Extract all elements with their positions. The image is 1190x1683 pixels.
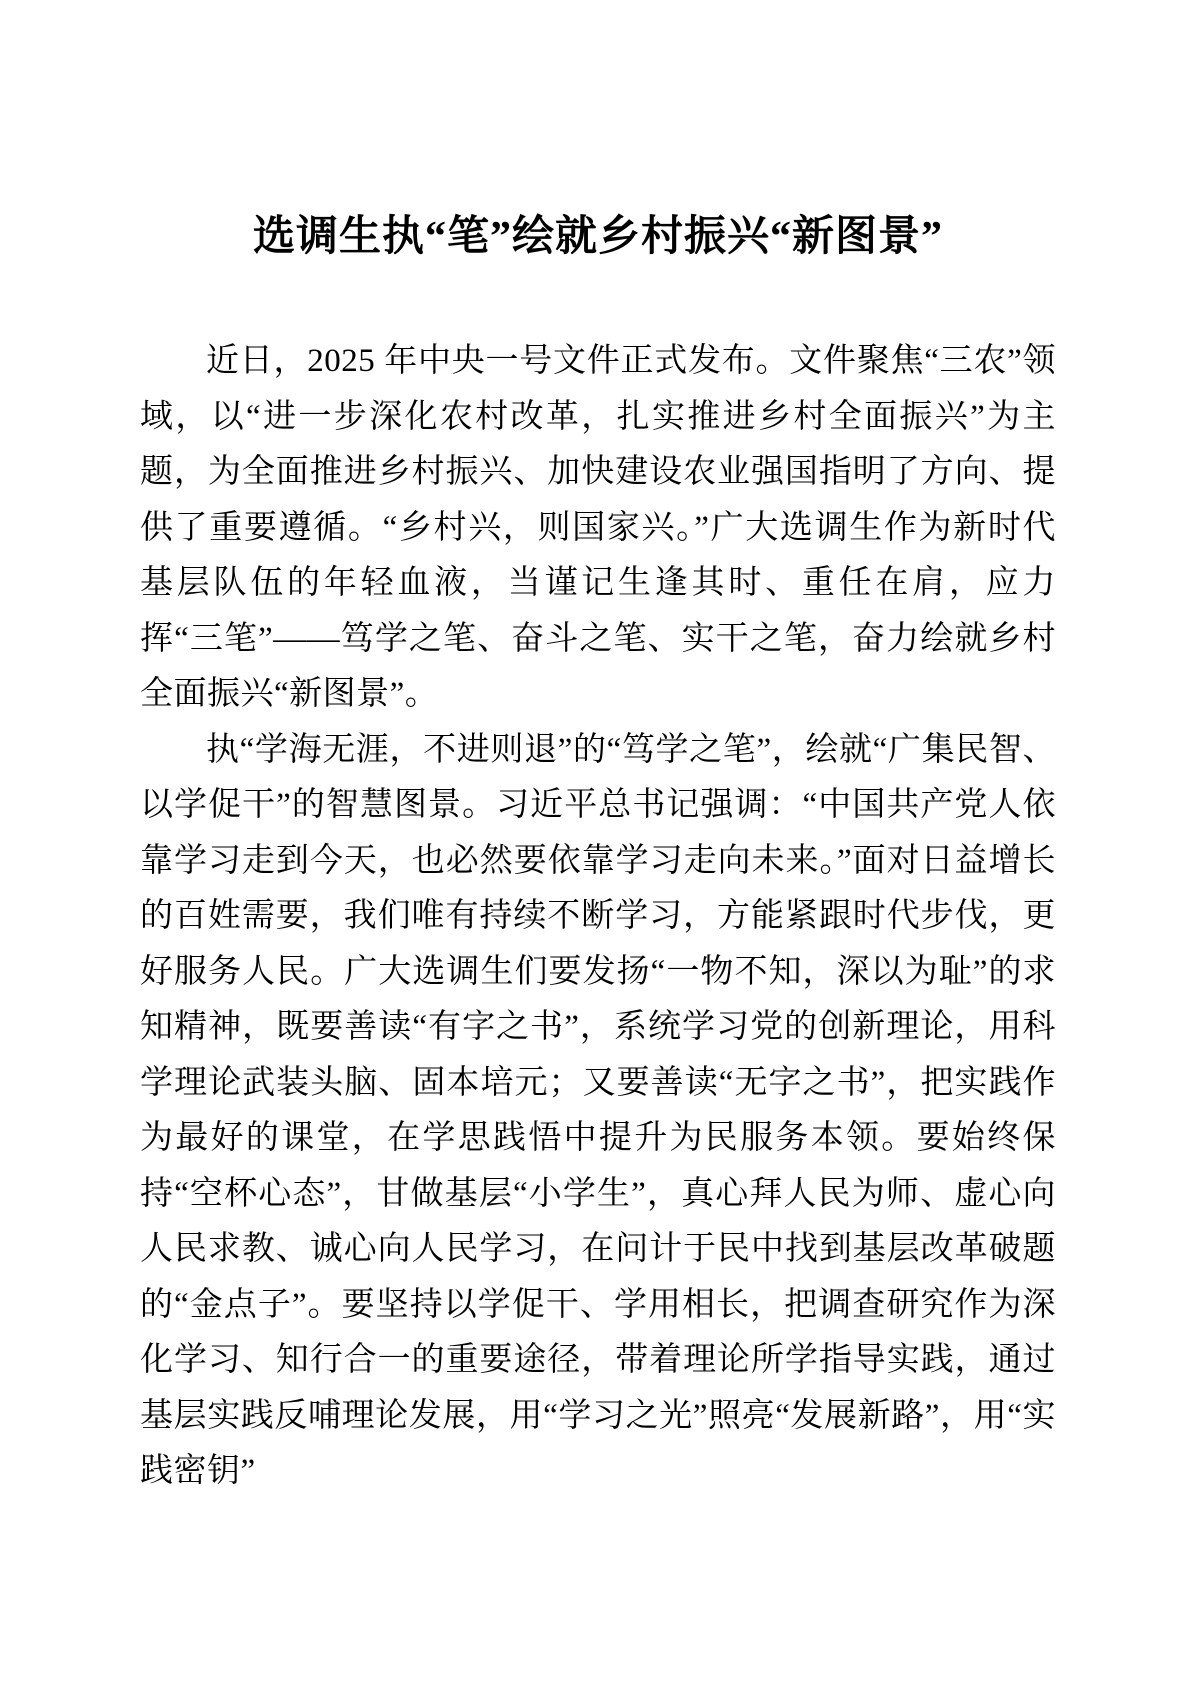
paragraph-2: 执“学海无涯，不进则退”的“笃学之笔”，绘就“广集民智、以学促干”的智慧图景。习近平总书记强调：“中国共产党人依靠学习走到今天，也必然要依靠学习走向未来。”面对日益增长的百姓需要，我们唯有持续不断学习，方能紧跟时代步伐，更好服务人民。广大选调生们要发扬“一物不知，深以为耻”的求知精神，既要善读“有字之书”，系统学习党的创新理论，用科学理论武装头脑、固本培元；又要善读“无字之书”，把实践作为最好的课堂，在学思践悟中提升为民服务本领。要始终保持“空杯心态”，甘做基层“小学生”，真心拜人民为师、虚心向人民求教、诚心向人民学习，在问计于民中找到基层改革破题的“金点子”。要坚持以学促干、学用相长，把调查研究作为深化学习、知行合一的重要途径，带着理论所学指导实践，通过基层实践反哺理论发展，用“学习之光”照亮“发展新路”，用“实践密钥” bbox=[140, 731, 1056, 1489]
document-title: 选调生执“笔”绘就乡村振兴“新图景” bbox=[252, 214, 943, 260]
paragraph-1: 近日，2025 年中央一号文件正式发布。文件聚焦“三农”领域，以“进一步深化农村改革，扎实推进乡村全面振兴”为主题，为全面推进乡村振兴、加快建设农业强国指明了方向、提供了重要遵循。“乡村兴，则国家兴。”广大选调生作为新时代基层队伍的年轻血液，当谨记生逢其时、重任在肩，应力挥“三笔”——笃学之笔、奋斗之笔、实干之笔，奋力绘就乡村全面振兴“新图景”。 bbox=[140, 343, 1056, 712]
document-body bbox=[140, 334, 1056, 1500]
